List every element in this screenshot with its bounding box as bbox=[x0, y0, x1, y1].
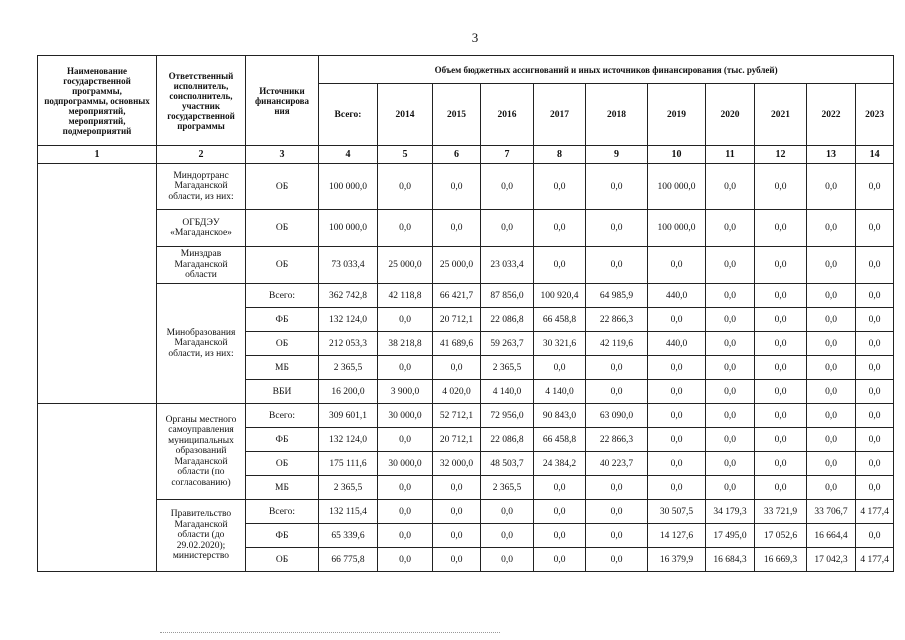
value-cell: 0,0 bbox=[807, 308, 856, 332]
value-cell: 0,0 bbox=[755, 332, 807, 356]
value-cell: 16 684,3 bbox=[706, 548, 755, 572]
value-cell: 40 223,7 bbox=[586, 452, 648, 476]
value-cell: 0,0 bbox=[586, 210, 648, 247]
value-cell: 38 218,8 bbox=[378, 332, 433, 356]
value-cell: 100 000,0 bbox=[648, 210, 706, 247]
header-total: Всего: bbox=[319, 84, 378, 146]
value-cell: 66 458,8 bbox=[534, 308, 586, 332]
value-cell: 0,0 bbox=[856, 332, 894, 356]
value-cell: 30 000,0 bbox=[378, 404, 433, 428]
source-cell: Всего: bbox=[246, 404, 319, 428]
value-cell: 0,0 bbox=[586, 548, 648, 572]
page-number: 3 bbox=[471, 30, 479, 45]
column-number: 2 bbox=[157, 146, 246, 164]
value-cell: 0,0 bbox=[648, 247, 706, 284]
value-cell: 0,0 bbox=[856, 284, 894, 308]
value-cell: 0,0 bbox=[706, 247, 755, 284]
scan-artifact-line bbox=[160, 632, 500, 636]
value-cell: 32 000,0 bbox=[433, 452, 481, 476]
value-cell: 25 000,0 bbox=[433, 247, 481, 284]
value-cell: 48 503,7 bbox=[481, 452, 534, 476]
value-cell: 4 140,0 bbox=[481, 380, 534, 404]
value-cell: 0,0 bbox=[807, 476, 856, 500]
value-cell: 4 020,0 bbox=[433, 380, 481, 404]
value-cell: 0,0 bbox=[807, 452, 856, 476]
value-cell: 0,0 bbox=[648, 356, 706, 380]
table-row bbox=[38, 284, 894, 308]
value-cell: 0,0 bbox=[856, 452, 894, 476]
value-cell: 0,0 bbox=[534, 210, 586, 247]
value-cell: 4 177,4 bbox=[856, 548, 894, 572]
value-cell: 0,0 bbox=[856, 428, 894, 452]
value-cell: 0,0 bbox=[706, 380, 755, 404]
executor-cell: ОГБДЭУ «Магаданское» bbox=[157, 210, 246, 247]
value-cell: 0,0 bbox=[807, 164, 856, 210]
value-cell: 22 086,8 bbox=[481, 428, 534, 452]
value-cell: 73 033,4 bbox=[319, 247, 378, 284]
value-cell: 0,0 bbox=[807, 380, 856, 404]
value-cell: 0,0 bbox=[706, 356, 755, 380]
value-cell: 0,0 bbox=[648, 404, 706, 428]
value-cell: 52 712,1 bbox=[433, 404, 481, 428]
column-number: 1 bbox=[38, 146, 157, 164]
value-cell: 0,0 bbox=[481, 164, 534, 210]
value-cell: 0,0 bbox=[378, 164, 433, 210]
source-cell: Всего: bbox=[246, 500, 319, 524]
value-cell: 72 956,0 bbox=[481, 404, 534, 428]
value-cell: 0,0 bbox=[534, 164, 586, 210]
table-row bbox=[38, 210, 894, 247]
value-cell: 0,0 bbox=[433, 548, 481, 572]
value-cell: 0,0 bbox=[534, 548, 586, 572]
value-cell: 0,0 bbox=[755, 428, 807, 452]
value-cell: 22 866,3 bbox=[586, 308, 648, 332]
value-cell: 0,0 bbox=[706, 308, 755, 332]
value-cell: 0,0 bbox=[755, 164, 807, 210]
value-cell: 0,0 bbox=[755, 210, 807, 247]
executor-cell: Правительство Магаданской области (до 29.02.2020); министерство bbox=[157, 500, 246, 572]
value-cell: 33 721,9 bbox=[755, 500, 807, 524]
value-cell: 66 775,8 bbox=[319, 548, 378, 572]
table-row bbox=[38, 404, 894, 428]
value-cell: 0,0 bbox=[755, 356, 807, 380]
value-cell: 0,0 bbox=[706, 428, 755, 452]
source-cell: ОБ bbox=[246, 210, 319, 247]
value-cell: 0,0 bbox=[856, 308, 894, 332]
value-cell: 0,0 bbox=[433, 210, 481, 247]
value-cell: 0,0 bbox=[481, 524, 534, 548]
value-cell: 309 601,1 bbox=[319, 404, 378, 428]
value-cell: 0,0 bbox=[481, 210, 534, 247]
value-cell: 0,0 bbox=[706, 404, 755, 428]
value-cell: 16 379,9 bbox=[648, 548, 706, 572]
value-cell: 0,0 bbox=[807, 210, 856, 247]
value-cell: 2 365,5 bbox=[319, 356, 378, 380]
value-cell: 41 689,6 bbox=[433, 332, 481, 356]
value-cell: 132 115,4 bbox=[319, 500, 378, 524]
value-cell: 2 365,5 bbox=[319, 476, 378, 500]
value-cell: 0,0 bbox=[856, 164, 894, 210]
source-cell: ОБ bbox=[246, 247, 319, 284]
value-cell: 0,0 bbox=[648, 308, 706, 332]
value-cell: 0,0 bbox=[807, 247, 856, 284]
header-year: 2018 bbox=[586, 84, 648, 146]
source-cell: ОБ bbox=[246, 452, 319, 476]
column-number: 14 bbox=[856, 146, 894, 164]
executor-cell: Минобразования Магаданской области, из них: bbox=[157, 284, 246, 404]
value-cell: 66 421,7 bbox=[433, 284, 481, 308]
header-year: 2021 bbox=[755, 84, 807, 146]
value-cell: 100 000,0 bbox=[648, 164, 706, 210]
value-cell: 59 263,7 bbox=[481, 332, 534, 356]
value-cell: 0,0 bbox=[755, 247, 807, 284]
value-cell: 16 664,4 bbox=[807, 524, 856, 548]
source-cell: ФБ bbox=[246, 524, 319, 548]
value-cell: 0,0 bbox=[534, 500, 586, 524]
source-cell: ОБ bbox=[246, 164, 319, 210]
header-year: 2022 bbox=[807, 84, 856, 146]
value-cell: 17 042,3 bbox=[807, 548, 856, 572]
program-name-cell bbox=[38, 404, 157, 572]
value-cell: 0,0 bbox=[378, 548, 433, 572]
value-cell: 65 339,6 bbox=[319, 524, 378, 548]
column-number: 11 bbox=[706, 146, 755, 164]
value-cell: 16 669,3 bbox=[755, 548, 807, 572]
value-cell: 0,0 bbox=[433, 524, 481, 548]
value-cell: 66 458,8 bbox=[534, 428, 586, 452]
header-program-name: Наименование государственной программы, подпрограммы, основных мероприятий, мероприятий, подмероприятий bbox=[38, 56, 157, 146]
value-cell: 0,0 bbox=[755, 452, 807, 476]
column-number: 9 bbox=[586, 146, 648, 164]
value-cell: 2 365,5 bbox=[481, 476, 534, 500]
value-cell: 64 985,9 bbox=[586, 284, 648, 308]
value-cell: 0,0 bbox=[807, 356, 856, 380]
value-cell: 4 140,0 bbox=[534, 380, 586, 404]
executor-cell: Миндортранс Магаданской области, из них: bbox=[157, 164, 246, 210]
value-cell: 0,0 bbox=[481, 500, 534, 524]
value-cell: 0,0 bbox=[807, 428, 856, 452]
value-cell: 0,0 bbox=[378, 308, 433, 332]
value-cell: 17 052,6 bbox=[755, 524, 807, 548]
value-cell: 0,0 bbox=[648, 380, 706, 404]
value-cell: 0,0 bbox=[433, 356, 481, 380]
value-cell: 0,0 bbox=[807, 332, 856, 356]
value-cell: 0,0 bbox=[586, 356, 648, 380]
column-number: 4 bbox=[319, 146, 378, 164]
value-cell: 0,0 bbox=[378, 210, 433, 247]
header-year: 2015 bbox=[433, 84, 481, 146]
value-cell: 0,0 bbox=[481, 548, 534, 572]
value-cell: 0,0 bbox=[706, 164, 755, 210]
value-cell: 0,0 bbox=[648, 476, 706, 500]
value-cell: 0,0 bbox=[755, 476, 807, 500]
value-cell: 87 856,0 bbox=[481, 284, 534, 308]
value-cell: 0,0 bbox=[706, 452, 755, 476]
value-cell: 0,0 bbox=[378, 500, 433, 524]
value-cell: 440,0 bbox=[648, 332, 706, 356]
value-cell: 0,0 bbox=[586, 247, 648, 284]
value-cell: 20 712,1 bbox=[433, 428, 481, 452]
value-cell: 0,0 bbox=[755, 404, 807, 428]
column-number: 3 bbox=[246, 146, 319, 164]
value-cell: 42 118,8 bbox=[378, 284, 433, 308]
source-cell: МБ bbox=[246, 356, 319, 380]
value-cell: 0,0 bbox=[755, 380, 807, 404]
value-cell: 0,0 bbox=[433, 476, 481, 500]
header-year: 2019 bbox=[648, 84, 706, 146]
value-cell: 0,0 bbox=[378, 356, 433, 380]
column-number: 10 bbox=[648, 146, 706, 164]
value-cell: 0,0 bbox=[856, 476, 894, 500]
header-year: 2020 bbox=[706, 84, 755, 146]
value-cell: 0,0 bbox=[706, 284, 755, 308]
value-cell: 100 920,4 bbox=[534, 284, 586, 308]
table-row bbox=[38, 500, 894, 524]
header-executor: Ответственный исполнитель, соисполнитель, участник государственной программы bbox=[157, 56, 246, 146]
column-number: 5 bbox=[378, 146, 433, 164]
executor-cell: Органы местного самоуправления муниципальных образований Магаданской области (по согласованию) bbox=[157, 404, 246, 500]
value-cell: 22 866,3 bbox=[586, 428, 648, 452]
value-cell: 30 507,5 bbox=[648, 500, 706, 524]
value-cell: 0,0 bbox=[856, 210, 894, 247]
value-cell: 0,0 bbox=[433, 164, 481, 210]
value-cell: 212 053,3 bbox=[319, 332, 378, 356]
value-cell: 0,0 bbox=[856, 404, 894, 428]
header-year: 2017 bbox=[534, 84, 586, 146]
value-cell: 175 111,6 bbox=[319, 452, 378, 476]
value-cell: 0,0 bbox=[807, 404, 856, 428]
value-cell: 16 200,0 bbox=[319, 380, 378, 404]
header-year: 2014 bbox=[378, 84, 433, 146]
source-cell: ОБ bbox=[246, 332, 319, 356]
value-cell: 0,0 bbox=[856, 247, 894, 284]
value-cell: 2 365,5 bbox=[481, 356, 534, 380]
table-row bbox=[38, 164, 894, 210]
column-number: 6 bbox=[433, 146, 481, 164]
value-cell: 30 000,0 bbox=[378, 452, 433, 476]
header-year: 2016 bbox=[481, 84, 534, 146]
value-cell: 90 843,0 bbox=[534, 404, 586, 428]
header-year: 2023 bbox=[856, 84, 894, 146]
source-cell: ФБ bbox=[246, 308, 319, 332]
source-cell: ФБ bbox=[246, 428, 319, 452]
value-cell: 0,0 bbox=[378, 524, 433, 548]
value-cell: 0,0 bbox=[586, 164, 648, 210]
header-sources: Источники финансирова ния bbox=[246, 56, 319, 146]
value-cell: 0,0 bbox=[586, 380, 648, 404]
value-cell: 22 086,8 bbox=[481, 308, 534, 332]
table-row bbox=[38, 247, 894, 284]
value-cell: 0,0 bbox=[706, 476, 755, 500]
column-number: 8 bbox=[534, 146, 586, 164]
value-cell: 440,0 bbox=[648, 284, 706, 308]
value-cell: 0,0 bbox=[433, 500, 481, 524]
value-cell: 0,0 bbox=[755, 308, 807, 332]
value-cell: 0,0 bbox=[378, 476, 433, 500]
value-cell: 14 127,6 bbox=[648, 524, 706, 548]
value-cell: 25 000,0 bbox=[378, 247, 433, 284]
value-cell: 0,0 bbox=[706, 332, 755, 356]
value-cell: 132 124,0 bbox=[319, 428, 378, 452]
value-cell: 0,0 bbox=[706, 210, 755, 247]
value-cell: 362 742,8 bbox=[319, 284, 378, 308]
value-cell: 0,0 bbox=[755, 284, 807, 308]
value-cell: 0,0 bbox=[648, 428, 706, 452]
value-cell: 0,0 bbox=[856, 356, 894, 380]
program-name-cell bbox=[38, 164, 157, 404]
value-cell: 63 090,0 bbox=[586, 404, 648, 428]
value-cell: 0,0 bbox=[856, 380, 894, 404]
source-cell: ВБИ bbox=[246, 380, 319, 404]
value-cell: 0,0 bbox=[586, 500, 648, 524]
header-funding-title: Объем бюджетных ассигнований и иных источников финансирования (тыс. рублей) bbox=[319, 56, 894, 84]
value-cell: 4 177,4 bbox=[856, 500, 894, 524]
value-cell: 0,0 bbox=[807, 284, 856, 308]
budget-table bbox=[37, 55, 894, 572]
executor-cell: Минздрав Магаданской области bbox=[157, 247, 246, 284]
value-cell: 0,0 bbox=[586, 476, 648, 500]
value-cell: 0,0 bbox=[648, 452, 706, 476]
value-cell: 0,0 bbox=[534, 524, 586, 548]
source-cell: Всего: bbox=[246, 284, 319, 308]
value-cell: 34 179,3 bbox=[706, 500, 755, 524]
value-cell: 30 321,6 bbox=[534, 332, 586, 356]
value-cell: 100 000,0 bbox=[319, 210, 378, 247]
value-cell: 132 124,0 bbox=[319, 308, 378, 332]
value-cell: 0,0 bbox=[534, 476, 586, 500]
source-cell: ОБ bbox=[246, 548, 319, 572]
value-cell: 0,0 bbox=[378, 428, 433, 452]
value-cell: 0,0 bbox=[856, 524, 894, 548]
value-cell: 100 000,0 bbox=[319, 164, 378, 210]
value-cell: 0,0 bbox=[586, 524, 648, 548]
source-cell: МБ bbox=[246, 476, 319, 500]
value-cell: 3 900,0 bbox=[378, 380, 433, 404]
value-cell: 0,0 bbox=[534, 247, 586, 284]
column-number: 12 bbox=[755, 146, 807, 164]
value-cell: 0,0 bbox=[534, 356, 586, 380]
value-cell: 23 033,4 bbox=[481, 247, 534, 284]
value-cell: 42 119,6 bbox=[586, 332, 648, 356]
value-cell: 20 712,1 bbox=[433, 308, 481, 332]
column-number: 13 bbox=[807, 146, 856, 164]
value-cell: 33 706,7 bbox=[807, 500, 856, 524]
column-number: 7 bbox=[481, 146, 534, 164]
value-cell: 24 384,2 bbox=[534, 452, 586, 476]
value-cell: 17 495,0 bbox=[706, 524, 755, 548]
